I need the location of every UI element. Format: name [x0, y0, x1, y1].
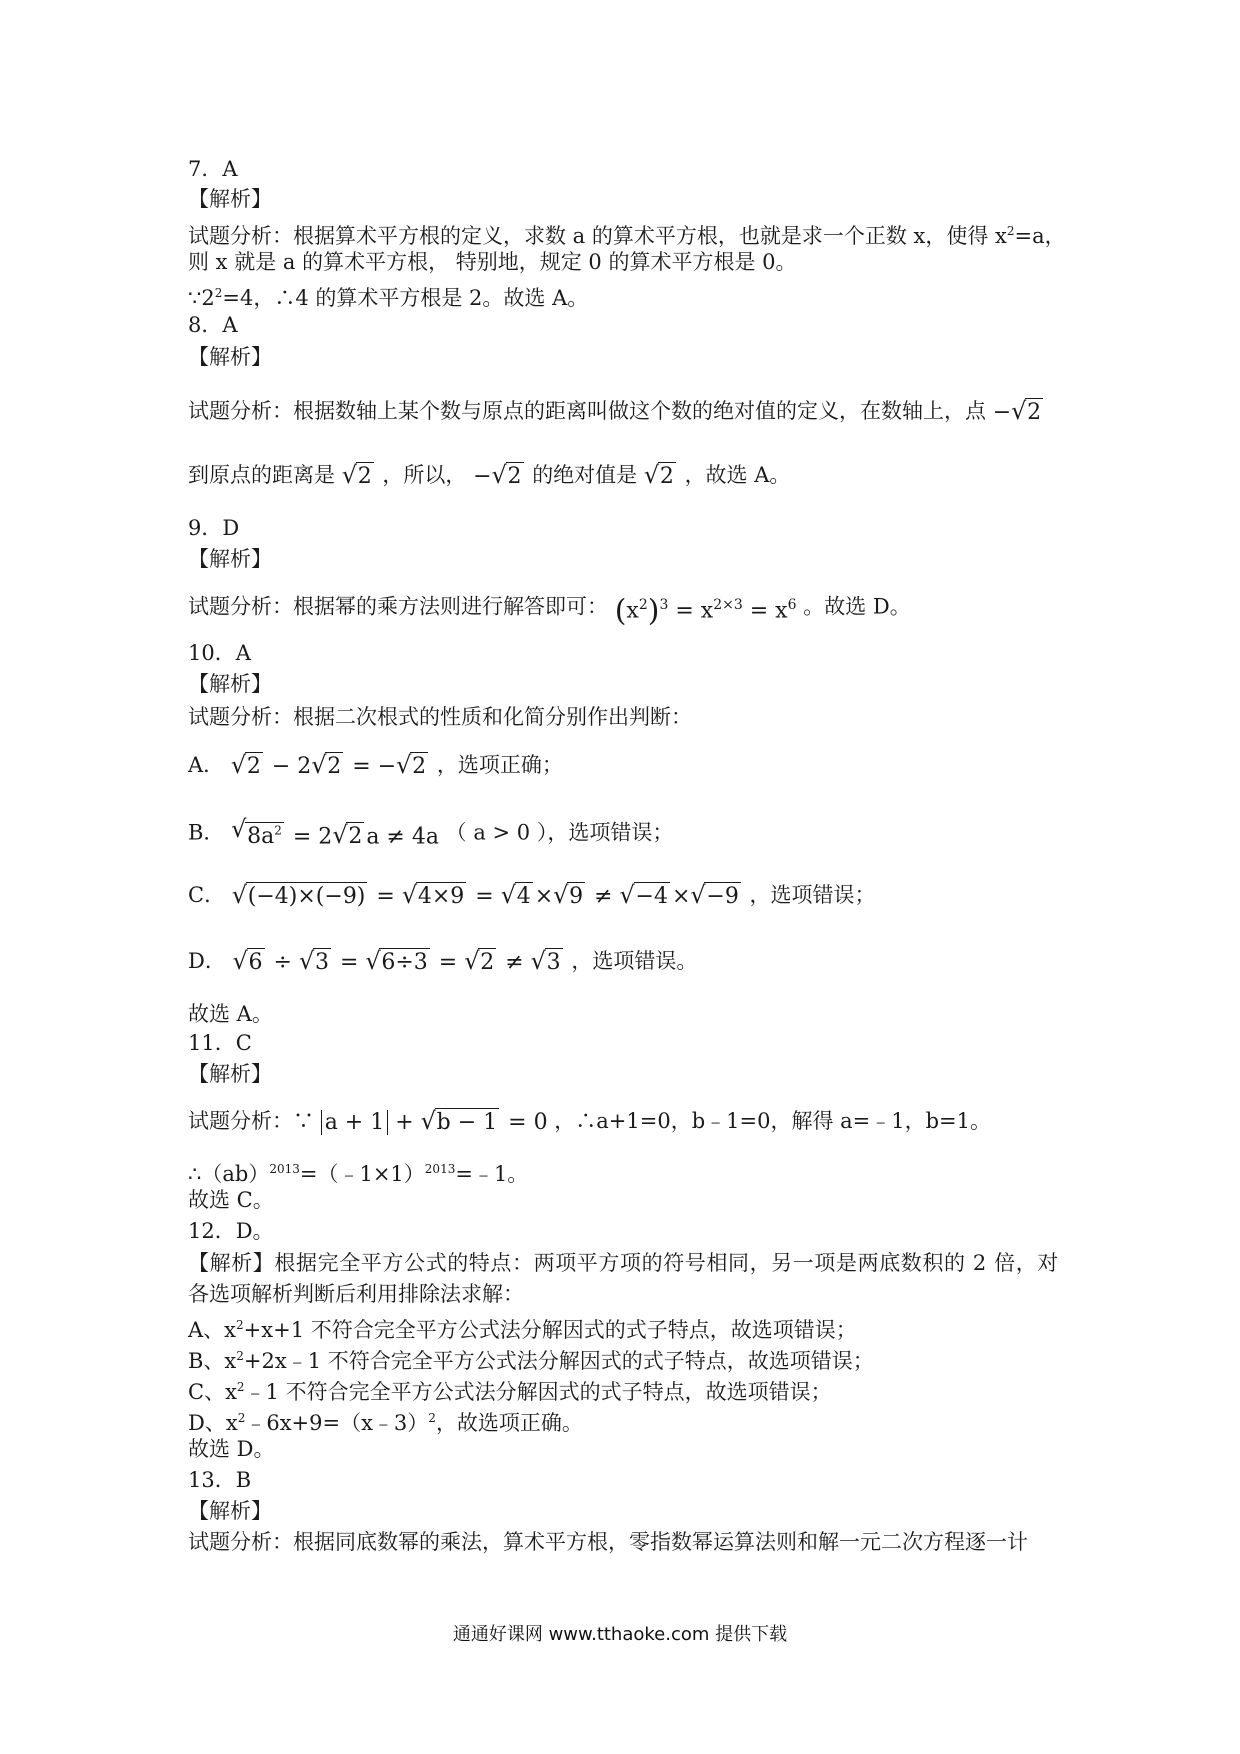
- math-option-d: √ 6 ÷ √ 3 = √ 6÷3 = √ 2 ≠ √ 3: [232, 946, 561, 975]
- q10-answer: 10．A: [188, 641, 251, 665]
- q10-intro: 试题分析：根据二次根式的性质和化简分别作出判断：: [188, 705, 692, 729]
- q12-conclusion: 故选 D。: [188, 1437, 275, 1461]
- q13-line-1: 试题分析：根据同底数幂的乘法，算术平方根，零指数幂运算法则和解一元二次方程逐一计: [188, 1530, 1028, 1554]
- q10-option-b: B． √ $8a^2 = 2$ √ 2 a ≠ 4a （ a > 0 ），选项错误；: [188, 815, 674, 850]
- q7-line-3: $\because 2^2=4$，∴4 的算术平方根是 2。故选 A。: [188, 286, 589, 310]
- q11-line-2: ∴（ab）$^{2013}$=（﹣1×1）$^{2013}$=﹣1。: [188, 1162, 529, 1186]
- math-power-rule: $(x^2)^3 = x^{2\times 3} = x^6$: [614, 593, 797, 629]
- q9-answer: 9．D: [188, 516, 240, 540]
- q8-answer: 8．A: [188, 313, 238, 337]
- q7-line-2: 则 x 就是 a 的算术平方根， 特别地，规定 0 的算术平方根是 0。: [188, 250, 797, 274]
- q12-option-b: B、$x^2+2x﹣1$ 不符合完全平方公式法分解因式的式子特点，故选项错误；: [188, 1349, 874, 1373]
- q13-analysis-tag: 【解析】: [188, 1499, 272, 1523]
- math-option-a: √ 2 − 2 √ 2 = − √ 2: [230, 750, 427, 779]
- q7-analysis-tag: 【解析】: [188, 187, 272, 211]
- q8-line-2: 到原点的距离是 √ 2 ，所以， − √ 2 的绝对值是 √ 2 ，故选 A。: [188, 460, 791, 489]
- q10-option-d: D． √ 6 ÷ √ 3 = √ 6÷3 = √ 2 ≠ √ 3 ，选项错误。: [188, 946, 698, 975]
- q11-answer: 11．C: [188, 1031, 252, 1055]
- q13-answer: 13．B: [188, 1468, 252, 1492]
- q9-analysis-tag: 【解析】: [188, 547, 272, 571]
- math-option-b: √ $8a^2 = 2$ √ 2 a ≠ 4a: [231, 815, 439, 850]
- q9-line-1: 试题分析：根据幂的乘方法则进行解答即可： $(x^2)^3 = x^{2\times 3} = x^6$ 。故选 D。: [188, 593, 911, 629]
- math-neg-sqrt2: − √ 2: [992, 396, 1042, 425]
- q8-line-1: 试题分析：根据数轴上某个数与原点的距离叫做这个数的绝对值的定义，在数轴上，点 − √ 2: [188, 398, 1045, 426]
- math-option-c: √ (−4)×(−9) = √ 4×9 = √ 4 × √ 9 ≠ √ −4 × √ −9: [231, 880, 739, 909]
- q7-answer: 7．A: [188, 157, 238, 181]
- math-neg-sqrt2: − √ 2: [473, 460, 522, 489]
- q7-line-1: 试题分析：根据算术平方根的定义，求数 a 的算术平方根，也就是求一个正数 x，使得 $x^2=a$，: [188, 224, 1066, 248]
- q11-conclusion: 故选 C。: [188, 1188, 274, 1212]
- q12-option-c: C、$x^2﹣1$ 不符合完全平方公式法分解因式的式子特点，故选项错误；: [188, 1380, 832, 1404]
- q12-line-1: 【解析】根据完全平方公式的特点：两项平方项的符号相同，另一项是两底数积的 2 倍，对: [188, 1251, 1059, 1275]
- math-abs-sqrt-eq: a + 1 + √ b − 1 = 0: [321, 1110, 548, 1136]
- q10-option-c: C． √ (−4)×(−9) = √ 4×9 = √ 4 × √ 9 ≠ √ −4 × √ −9 ，选项错误；: [188, 880, 876, 909]
- q11-analysis-tag: 【解析】: [188, 1062, 272, 1086]
- q10-analysis-tag: 【解析】: [188, 672, 272, 696]
- q8-analysis-tag: 【解析】: [188, 345, 272, 369]
- q10-option-a: A． √ 2 − 2 √ 2 = − √ 2 ，选项正确；: [188, 750, 563, 779]
- q12-option-d: D、$x^2﹣6x+9=(x﹣3)^2$，故选项正确。: [188, 1411, 583, 1435]
- page-footer: 通通好课网 www.tthaoke.com 提供下载: [452, 1624, 788, 1645]
- q12-answer: 12．D。: [188, 1219, 274, 1243]
- q12-option-a: A、$x^2+x+1$ 不符合完全平方公式法分解因式的式子特点，故选项错误；: [188, 1318, 857, 1342]
- q10-conclusion: 故选 A。: [188, 1002, 273, 1026]
- math-sqrt2: √ 2: [643, 460, 674, 489]
- q12-line-2: 各选项解析判断后利用排除法求解：: [188, 1282, 524, 1306]
- math-sqrt2: √ 2: [341, 460, 372, 489]
- q11-line-1: 试题分析：∵ a + 1 + √ b − 1 = 0 ，∴a+1=0，b﹣1=0，解得 a=﹣1，b=1。: [188, 1106, 992, 1135]
